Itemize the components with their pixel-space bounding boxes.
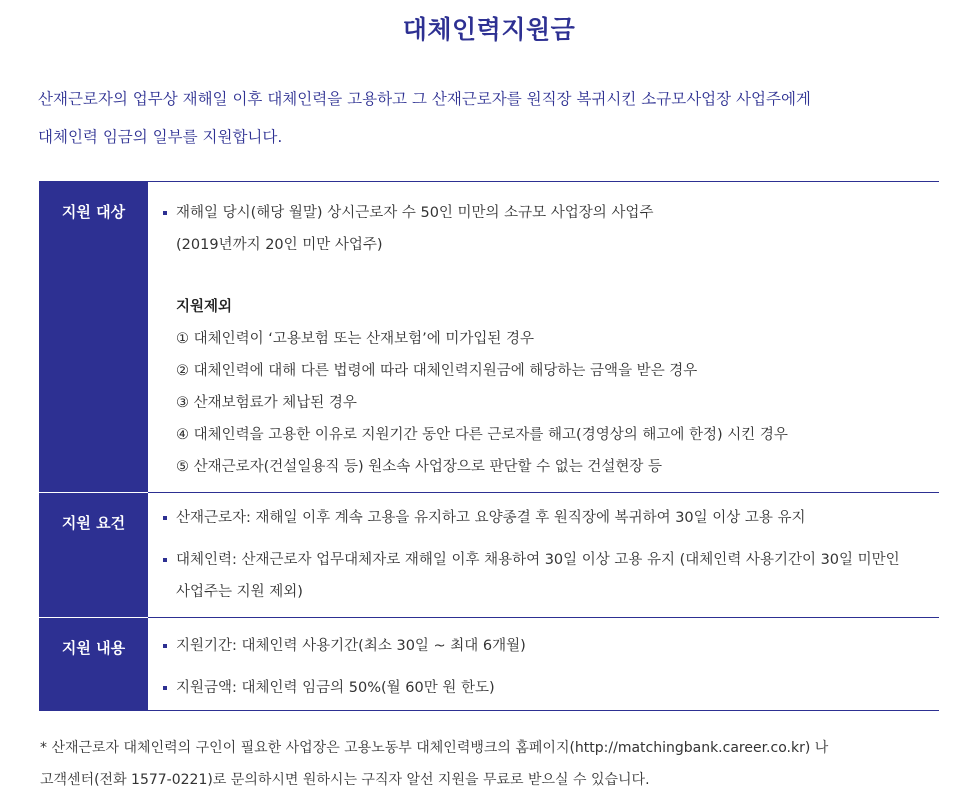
requirement-text: 산재근로자: 재해일 이후 계속 고용을 유지하고 요양종결 후 원직장에 복귀하여 30일 이상 고용 유지	[176, 510, 806, 526]
list-item	[148, 197, 939, 229]
content-text: 지원금액: 대체인력 임금의 50%(월 60만 원 한도)	[176, 680, 495, 696]
table-row-target	[39, 182, 939, 493]
bullet-icon	[163, 516, 167, 520]
bullet-icon	[163, 686, 167, 690]
list-item	[148, 502, 939, 534]
exclusion-item: ③ 산재보험료가 체납된 경우	[176, 395, 357, 411]
exclusion-item: ① 대체인력이 ‘고용보험 또는 산재보험’에 미가입된 경우	[176, 331, 535, 347]
exclusion-item: ② 대체인력에 대해 다른 법령에 따라 대체인력지원금에 해당하는 금액을 받은 경우	[176, 363, 698, 379]
target-text: 재해일 당시(해당 월말) 상시근로자 수 50인 미만의 소규모 사업장의 사업주	[176, 205, 654, 221]
table-row-content	[39, 618, 939, 711]
row-label-target: 지원 대상	[39, 182, 148, 493]
exclusion-heading: 지원제외	[176, 299, 233, 315]
table-row-requirements	[39, 493, 939, 618]
row-label-requirements: 지원 요건	[39, 493, 148, 618]
intro-text	[38, 82, 938, 158]
row-label-content: 지원 내용	[39, 618, 148, 711]
list-item	[148, 672, 939, 704]
requirement-text-continued: 사업주는 지원 제외)	[176, 584, 303, 600]
row-body-target	[148, 182, 939, 493]
footnote-line: 고객센터(전화 1577-0221)로 문의하시면 원하시는 구직자 알선 지원을 무료로 받으실 수 있습니다.	[40, 772, 650, 788]
page-title: 대체인력지원금	[402, 15, 576, 44]
bullet-icon	[163, 558, 167, 562]
requirement-text: 대체인력: 산재근로자 업무대체자로 재해일 이후 채용하여 30일 이상 고용 유지 (대체인력 사용기간이 30일 미만인	[176, 552, 900, 568]
exclusion-item: ④ 대체인력을 고용한 이유로 지원기간 동안 다른 근로자를 해고(경영상의 해고에 한정) 시킨 경우	[176, 427, 788, 443]
bullet-icon	[163, 644, 167, 648]
list-item	[148, 630, 939, 662]
row-body-requirements	[148, 493, 939, 618]
intro-line: 대체인력 임금의 일부를 지원합니다.	[38, 128, 283, 146]
exclusion-item: ⑤ 산재근로자(건설일용직 등) 원소속 사업장으로 판단할 수 없는 건설현장 등	[176, 459, 663, 475]
footnote-line: * 산재근로자 대체인력의 구인이 필요한 사업장은 고용노동부 대체인력뱅크의 홈페이지(http://matchingbank.career.co.kr) 나	[40, 740, 829, 756]
target-text-continued: (2019년까지 20인 미만 사업주)	[176, 237, 383, 253]
list-item	[148, 544, 939, 576]
content-text: 지원기간: 대체인력 사용기간(최소 30일 ~ 최대 6개월)	[176, 638, 526, 654]
intro-line: 산재근로자의 업무상 재해일 이후 대체인력을 고용하고 그 산재근로자를 원직장 복귀시킨 소규모사업장 사업주에게	[38, 90, 811, 108]
bullet-icon	[163, 211, 167, 215]
info-table	[39, 181, 939, 711]
row-body-content	[148, 618, 939, 711]
footnote	[40, 732, 940, 796]
